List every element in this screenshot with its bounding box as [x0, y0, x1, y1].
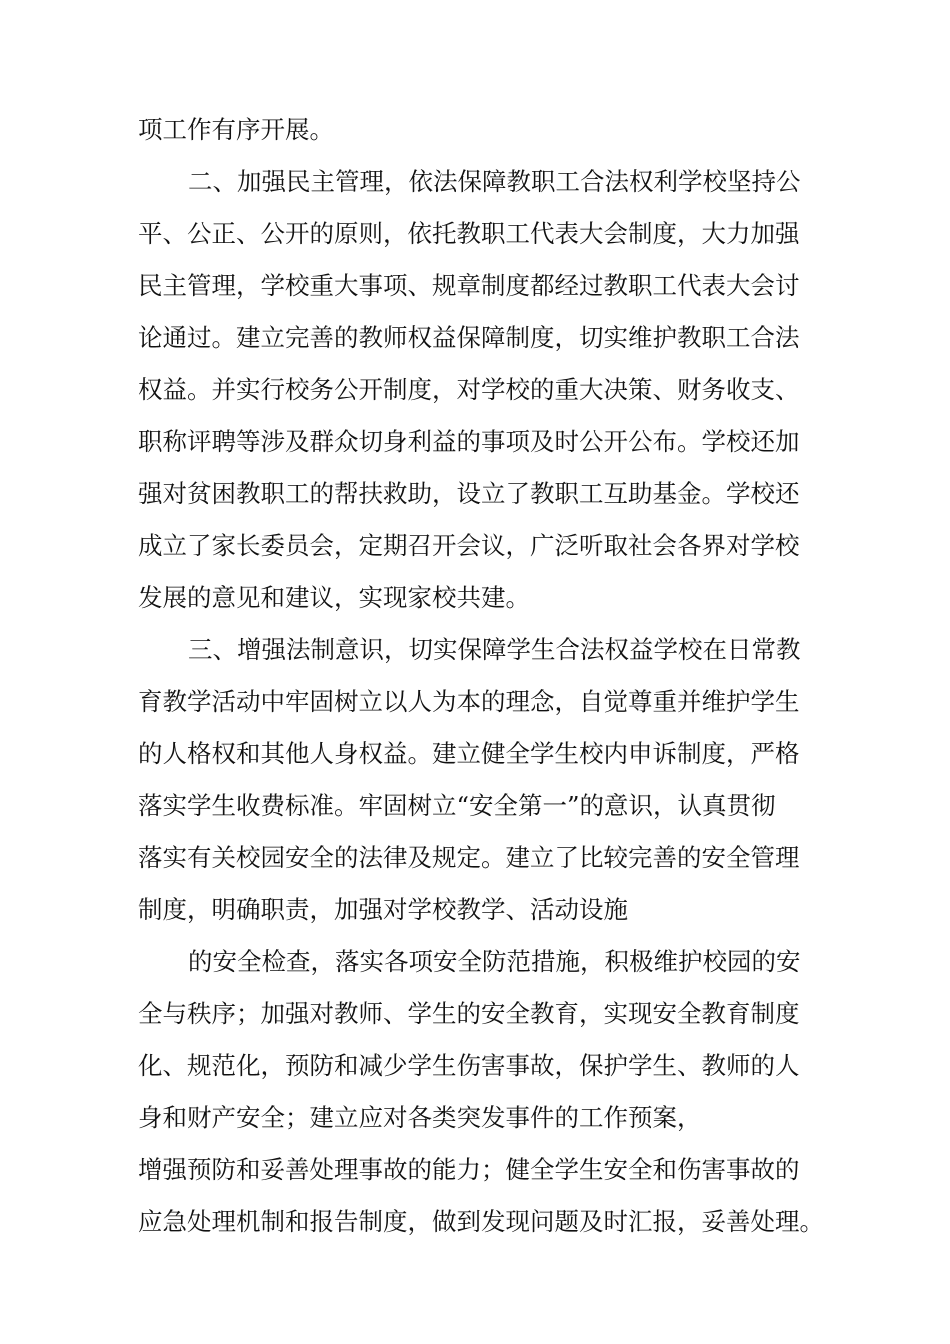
text-line: 论通过。建立完善的教师权益保障制度，切实维护教职工合法: [138, 323, 800, 352]
text-line: 成立了家长委员会，定期召开会议，广泛听取社会各界对学校: [138, 531, 800, 560]
text-line: 强对贫困教职工的帮扶救助，设立了教职工互助基金。学校还: [138, 479, 800, 508]
text-line: 应急处理机制和报告制度，做到发现问题及时汇报，妥善处理。: [138, 1207, 824, 1236]
text-line: 身和财产安全；建立应对各类突发事件的工作预案，: [138, 1103, 702, 1132]
text-line: 化、规范化，预防和减少学生伤害事故，保护学生、教师的人: [138, 1051, 800, 1080]
text-line: 二、加强民主管理，依法保障教职工合法权利学校坚持公: [188, 167, 801, 196]
text-line: 的安全检查，落实各项安全防范措施，积极维护校园的安: [188, 947, 801, 976]
text-line: 落实学生收费标准。牢固树立“安全第一”的意识，认真贯彻: [138, 791, 776, 820]
text-line: 平、公正、公开的原则，依托教职工代表大会制度，大力加强: [138, 219, 800, 248]
text-line: 制度，明确职责，加强对学校教学、活动设施: [138, 895, 628, 924]
text-line: 发展的意见和建议，实现家校共建。: [138, 583, 530, 612]
text-line: 三、增强法制意识，切实保障学生合法权益学校在日常教: [188, 635, 801, 664]
text-line: 项工作有序开展。: [138, 115, 334, 144]
text-line: 增强预防和妥善处理事故的能力；健全学生安全和伤害事故的: [138, 1155, 800, 1184]
text-line: 全与秩序；加强对教师、学生的安全教育，实现安全教育制度: [138, 999, 800, 1028]
text-line: 育教学活动中牢固树立以人为本的理念，自觉尊重并维护学生: [138, 687, 800, 716]
text-line: 权益。并实行校务公开制度，对学校的重大决策、财务收支、: [138, 375, 800, 404]
text-line: 的人格权和其他人身权益。建立健全学生校内申诉制度，严格: [138, 739, 800, 768]
text-line: 民主管理，学校重大事项、规章制度都经过教职工代表大会讨: [138, 271, 800, 300]
text-line: 落实有关校园安全的法律及规定。建立了比较完善的安全管理: [138, 843, 800, 872]
text-line: 职称评聘等涉及群众切身利益的事项及时公开公布。学校还加: [138, 427, 800, 456]
